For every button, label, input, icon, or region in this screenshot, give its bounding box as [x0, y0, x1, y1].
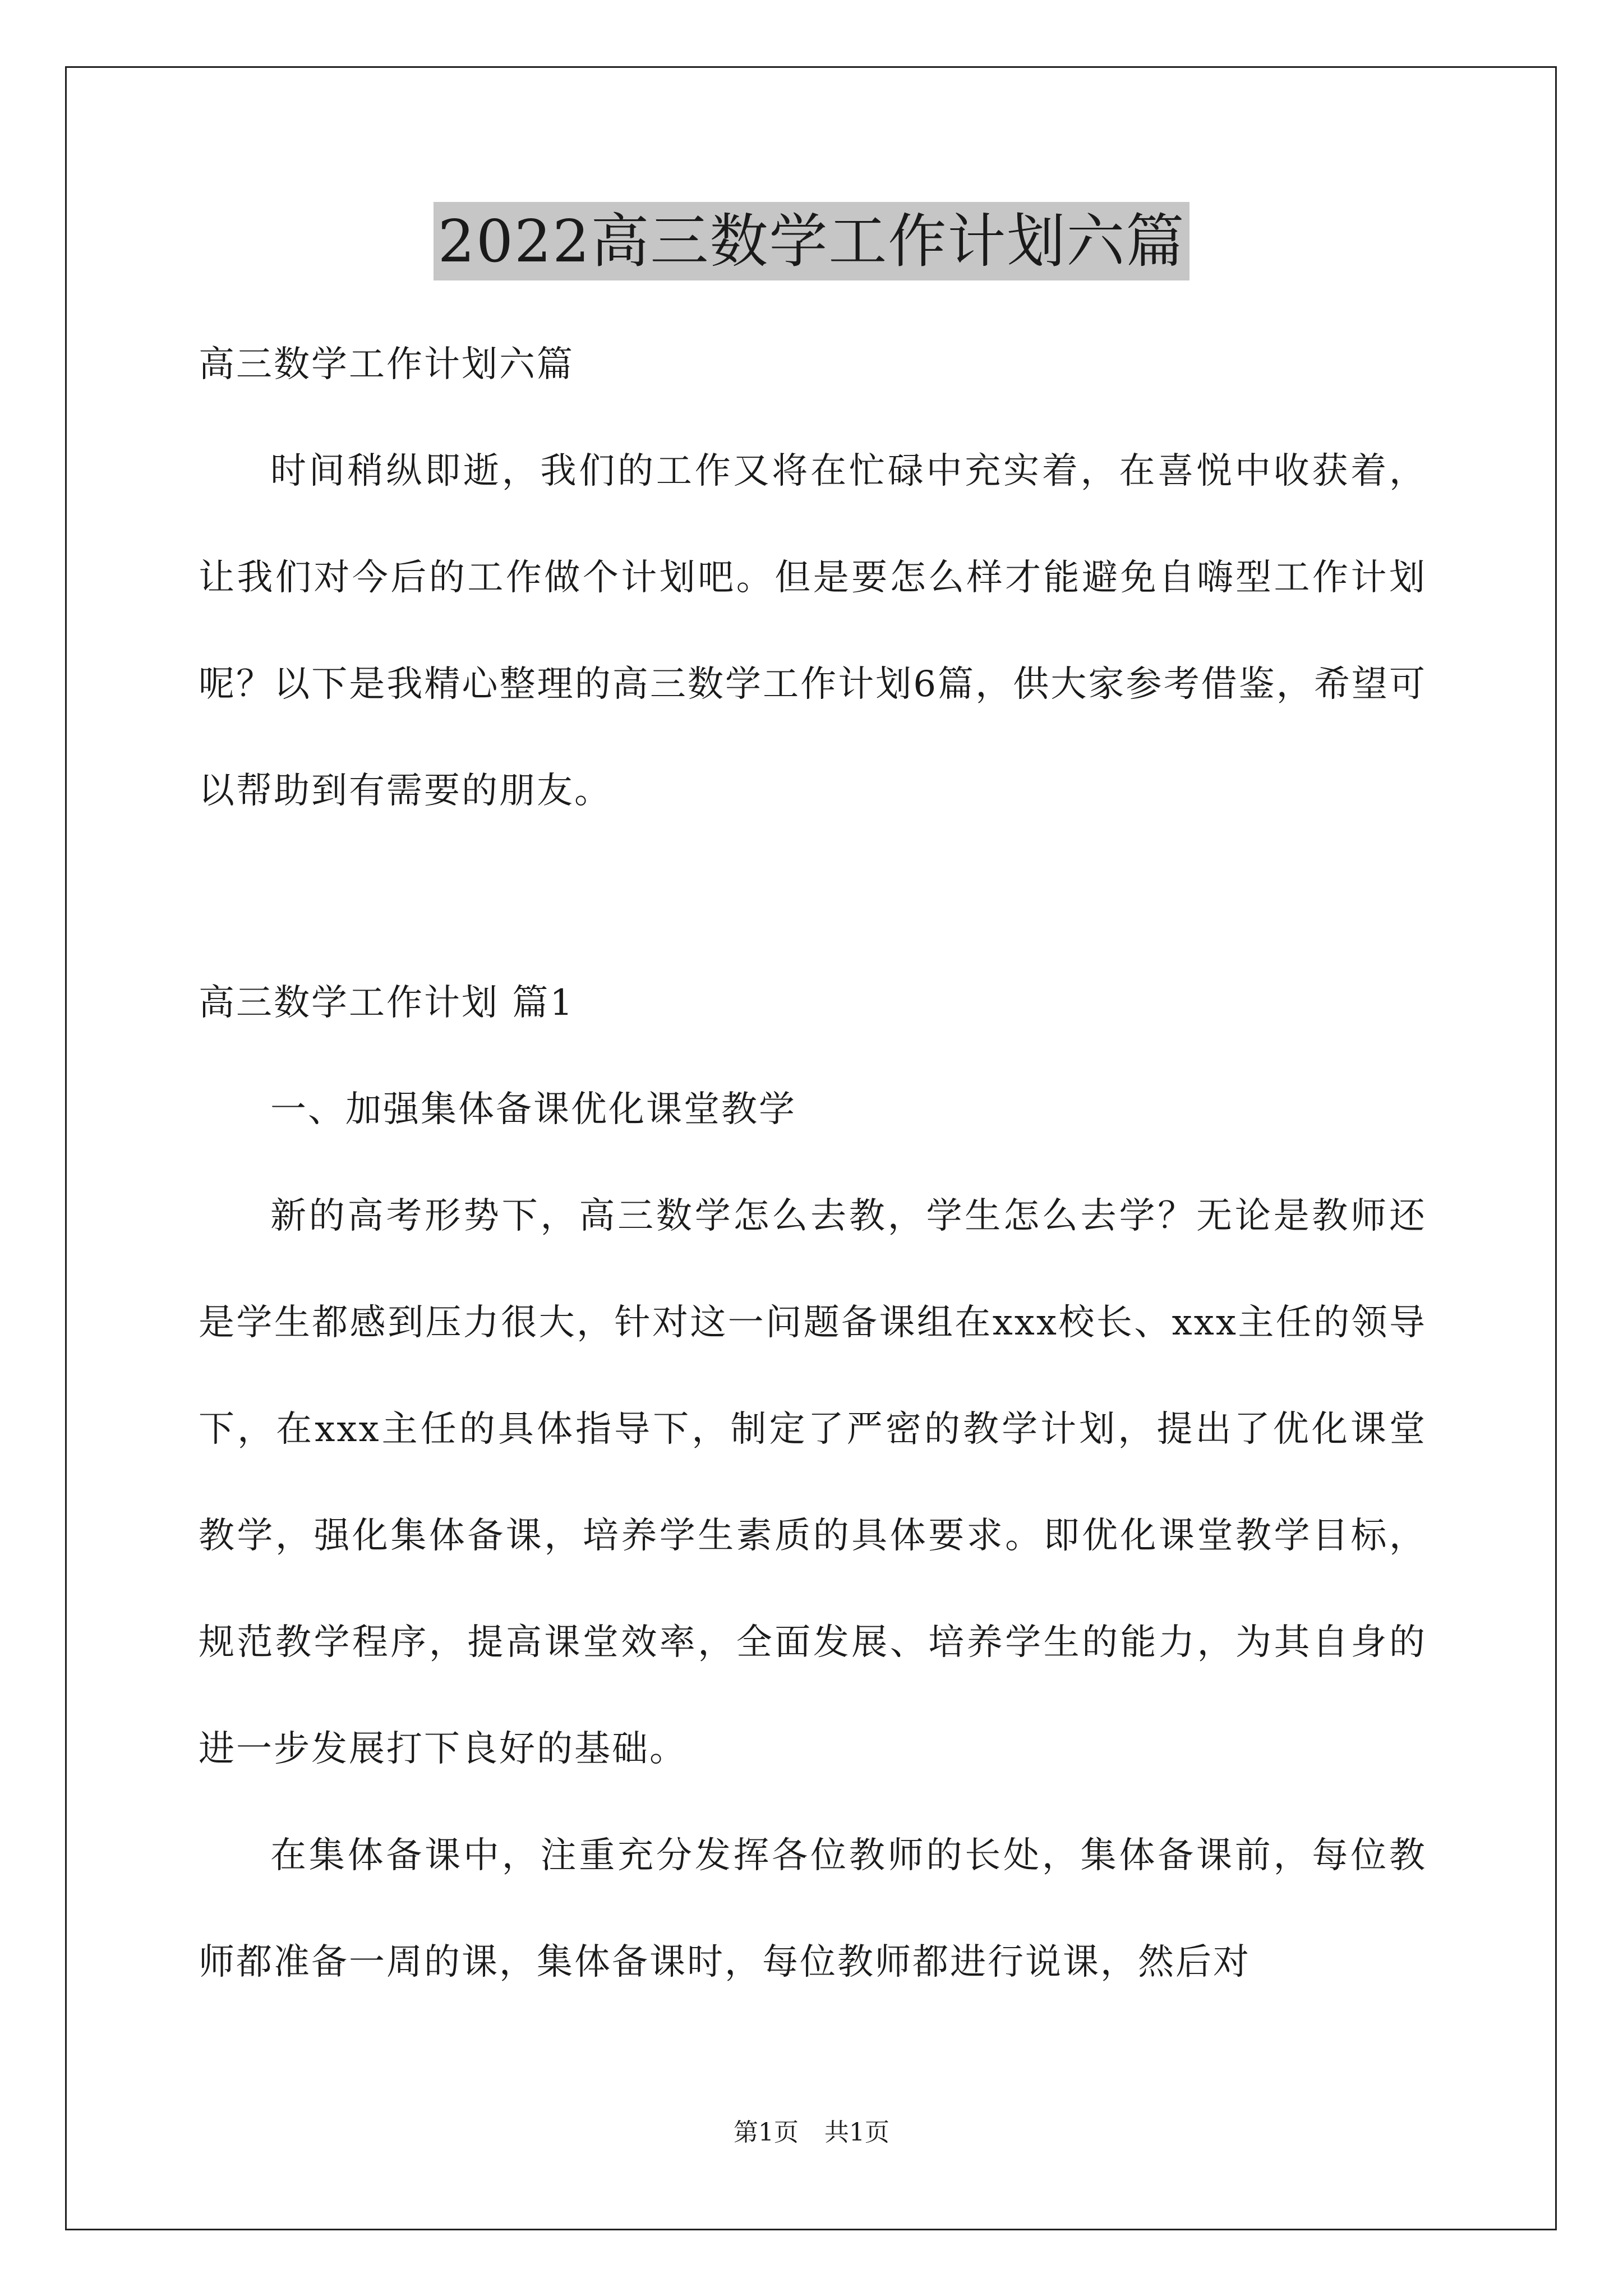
page-total: 共1页 [824, 2118, 889, 2147]
section-heading: 高三数学工作计划 篇1 [199, 982, 575, 1024]
intro-paragraph: 时间稍纵即逝，我们的工作又将在忙碌中充实着，在喜悦中收获着，让我们对今后的工作做个计划吧。但是要怎么样才能避免自嗨型工作计划呢？以下是我精心整理的高三数学工作计划6篇，供大家参考借鉴，希望可以帮助到有需要的朋友。 [199, 450, 1427, 812]
body-paragraph-1: 新的高考形势下，高三数学怎么去教，学生怎么去学？无论是教师还是学生都感到压力很大，针对这一问题备课组在xxx校长、xxx主任的领导下，在xxx主任的具体指导下，制定了严密的教学计划，提出了优化课堂教学，强化集体备课，培养学生素质的具体要求。即优化课堂教学目标，规范教学程序，提高课堂效率，全面发展、培养学生的能力，为其自身的进一步发展打下良好的基础。 [199, 1195, 1427, 1770]
document-title: 2022高三数学工作计划六篇 [434, 202, 1190, 280]
title-area [0, 202, 1623, 280]
page-number: 第1页 [734, 2118, 799, 2147]
subtitle: 高三数学工作计划六篇 [199, 344, 574, 385]
document-body [199, 311, 1427, 2016]
section-spacer [199, 844, 1427, 950]
page-footer [0, 2116, 1623, 2150]
body-paragraph-2: 在集体备课中，注重充分发挥各位教师的长处，集体备课前，每位教师都准备一周的课，集体备课时，每位教师都进行说课，然后对 [199, 1835, 1427, 1983]
item-heading: 一、加强集体备课优化课堂教学 [270, 1089, 796, 1130]
